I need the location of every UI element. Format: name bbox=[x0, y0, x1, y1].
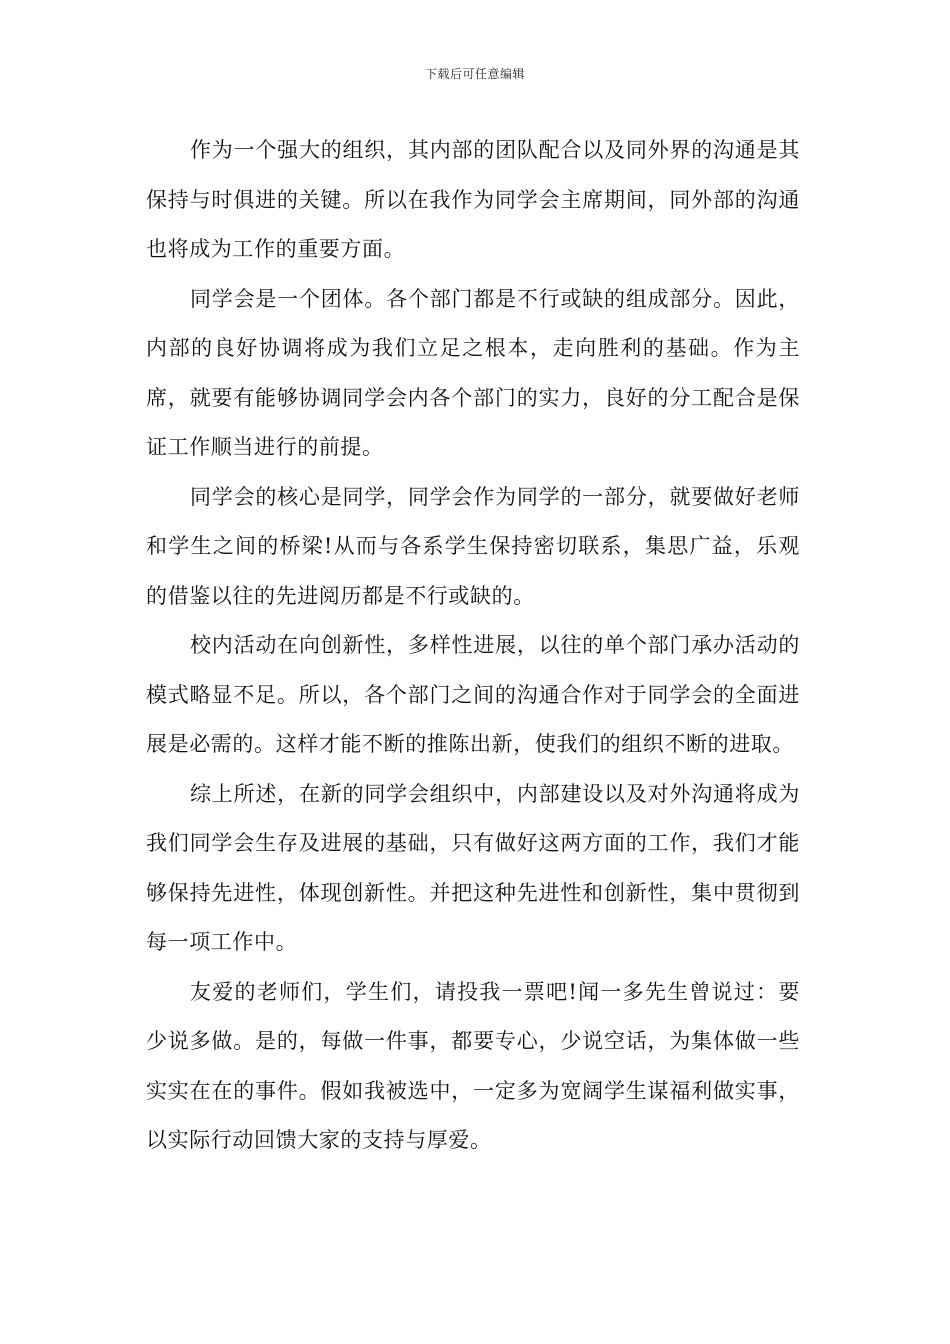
paragraph-6: 友爱的老师们，学生们，请投我一票吧!闻一多先生曾说过：要少说多做。是的，每做一件事，都要专心，少说空话，为集体做一些实实在在的事件。假如我被选中，一定多为宽阔学生谋福利做实事，以实际行动回馈大家的支持与厚爱。 bbox=[146, 979, 800, 1152]
paragraph-1: 作为一个强大的组织，其内部的团队配合以及同外界的沟通是其保持与时俱进的关键。所以在我作为同学会主席期间，同外部的沟通也将成为工作的重要方面。 bbox=[146, 138, 800, 261]
paragraph-4: 校内活动在向创新性，多样性进展，以往的单个部门承办活动的模式略显不足。所以，各个部门之间的沟通合作对于同学会的全面进展是必需的。这样才能不断的推陈出新，使我们的组织不断的进取。 bbox=[146, 633, 800, 756]
page-header: 下载后可任意编辑 bbox=[424, 67, 525, 81]
paragraph-3: 同学会的核心是同学，同学会作为同学的一部分，就要做好老师和学生之间的桥梁!从而与各系学生保持密切联系，集思广益，乐观的借鉴以往的先进阅历都是不行或缺的。 bbox=[146, 484, 800, 608]
paragraph-2: 同学会是一个团体。各个部门都是不行或缺的组成部分。因此，内部的良好协调将成为我们立足之根本，走向胜利的基础。作为主席，就要有能够协调同学会内各个部门的实力，良好的分工配合是保证工作顺当进行的前提。 bbox=[146, 286, 800, 459]
document-body bbox=[146, 126, 800, 1166]
paragraph-5: 综上所述，在新的同学会组织中，内部建设以及对外沟通将成为我们同学会生存及进展的基础，只有做好这两方面的工作，我们才能够保持先进性，体现创新性。并把这种先进性和创新性，集中贯彻到每一项工作中。 bbox=[146, 781, 800, 954]
